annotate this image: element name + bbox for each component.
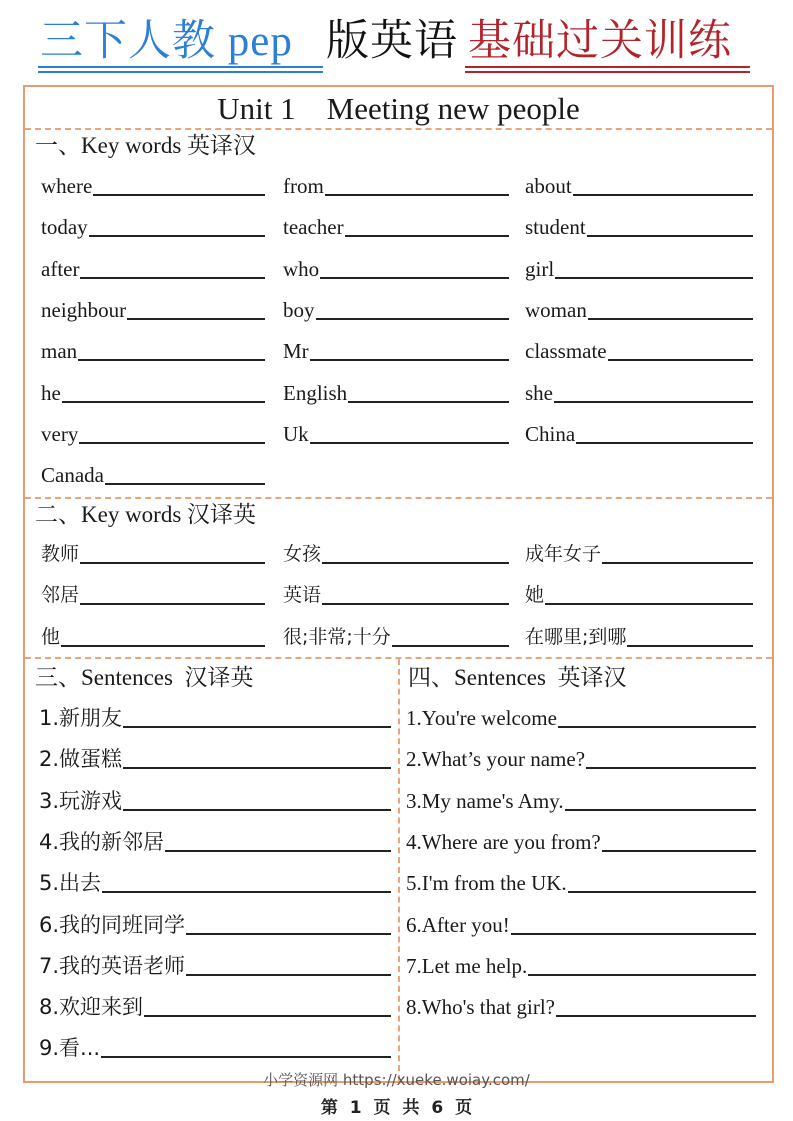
- word-label: after: [41, 256, 80, 281]
- word-label: 很;非常;十分: [283, 625, 391, 648]
- answer-blank[interactable]: [61, 645, 265, 647]
- sentence-item: [406, 990, 756, 1020]
- word-label: 他: [41, 625, 61, 648]
- word-item: [525, 210, 753, 240]
- answer-blank[interactable]: [345, 235, 509, 237]
- word-label: about: [525, 174, 572, 198]
- sentence-label: 5.I'm from the UK.: [406, 871, 567, 896]
- answer-blank[interactable]: [555, 277, 753, 279]
- word-item: [283, 334, 509, 364]
- blue-underline-2: [38, 71, 323, 73]
- answer-blank[interactable]: [101, 1056, 391, 1058]
- word-item: [525, 376, 753, 406]
- page-header: [0, 10, 793, 78]
- section1-title: 一、Key words 英译汉: [35, 133, 257, 158]
- sentence-item: [406, 949, 756, 979]
- answer-blank[interactable]: [80, 603, 265, 605]
- blue-underline: [38, 66, 323, 68]
- answer-blank[interactable]: [320, 277, 509, 279]
- answer-blank[interactable]: [79, 442, 265, 444]
- word-item: [525, 417, 753, 447]
- red-underline: [465, 66, 750, 68]
- sentence-item: [39, 784, 391, 814]
- word-item: [525, 620, 753, 650]
- answer-blank[interactable]: [392, 645, 509, 647]
- word-label: 她: [525, 584, 545, 607]
- word-item: [41, 620, 265, 650]
- answer-blank[interactable]: [165, 850, 391, 852]
- word-item: [283, 293, 509, 323]
- sentence-label: 5.出去: [39, 871, 102, 896]
- answer-blank[interactable]: [325, 194, 509, 196]
- answer-blank[interactable]: [322, 603, 509, 605]
- sentence-label: 6.After you!: [406, 912, 510, 937]
- sentence-item: [39, 949, 391, 979]
- answer-blank[interactable]: [89, 235, 265, 237]
- word-label: 女孩: [283, 543, 322, 565]
- word-label: where: [41, 174, 93, 198]
- sentence-label: 1.You're welcome: [406, 706, 557, 730]
- answer-blank[interactable]: [602, 850, 756, 852]
- unit-title: Unit 1 Meeting new people: [217, 91, 580, 126]
- word-label: 在哪里;到哪: [525, 625, 627, 648]
- sentence-label: 1.新朋友: [39, 706, 123, 730]
- answer-blank[interactable]: [576, 442, 753, 444]
- word-item: [525, 169, 753, 199]
- word-label: 英语: [283, 584, 322, 607]
- word-item: [283, 620, 509, 650]
- header-title-red: 基础过关训练: [468, 18, 732, 65]
- word-item: [283, 210, 509, 240]
- answer-blank[interactable]: [310, 359, 509, 361]
- word-label: neighbour: [41, 297, 127, 322]
- sentence-item: [406, 701, 756, 731]
- sentence-item: [39, 990, 391, 1020]
- word-item: [41, 376, 265, 406]
- divider: [25, 497, 772, 499]
- sentence-label: 3.My name's Amy.: [406, 788, 564, 813]
- word-label: teacher: [283, 215, 344, 240]
- word-label: Canada: [41, 463, 104, 488]
- answer-blank[interactable]: [144, 1015, 391, 1017]
- column-divider: [398, 659, 400, 1081]
- answer-blank[interactable]: [545, 603, 753, 605]
- sentence-item: [39, 908, 391, 938]
- word-item: [525, 252, 753, 282]
- sentence-item: [406, 908, 756, 938]
- section4-title: 四、Sentences 英译汉: [408, 665, 627, 690]
- answer-blank[interactable]: [568, 891, 756, 893]
- word-item: [41, 293, 265, 323]
- word-item: [283, 376, 509, 406]
- sentence-item: [39, 825, 391, 855]
- word-item: [525, 334, 753, 364]
- word-label: 邻居: [41, 584, 80, 607]
- answer-blank[interactable]: [586, 767, 756, 769]
- word-item: [41, 334, 265, 364]
- header-title-black: 版英语: [326, 18, 458, 65]
- answer-blank[interactable]: [102, 891, 391, 893]
- answer-blank[interactable]: [608, 359, 753, 361]
- word-item: [41, 417, 265, 447]
- answer-blank[interactable]: [602, 562, 753, 564]
- answer-blank[interactable]: [573, 194, 753, 196]
- answer-blank[interactable]: [627, 645, 753, 647]
- answer-blank[interactable]: [565, 809, 756, 811]
- page-number: 第 1 页 共 6 页: [320, 1098, 473, 1118]
- word-label: 教师: [41, 543, 80, 565]
- answer-blank[interactable]: [80, 562, 265, 564]
- answer-blank[interactable]: [78, 359, 265, 361]
- sentence-item: [39, 742, 391, 772]
- sentence-label: 7.Let me help.: [406, 953, 528, 978]
- answer-blank[interactable]: [558, 726, 756, 728]
- sentence-label: 4.Where are you from?: [406, 829, 601, 854]
- answer-blank[interactable]: [556, 1015, 756, 1017]
- sentence-item: [39, 701, 391, 731]
- word-label: she: [525, 380, 553, 405]
- word-label: he: [41, 380, 61, 405]
- word-label: who: [283, 256, 320, 281]
- answer-blank[interactable]: [186, 933, 391, 935]
- answer-blank[interactable]: [62, 401, 265, 403]
- answer-blank[interactable]: [310, 442, 509, 444]
- word-item: [41, 252, 265, 282]
- sentence-item: [406, 742, 756, 772]
- word-label: from: [283, 174, 324, 198]
- word-label: 成年女子: [525, 543, 602, 565]
- word-item: [283, 578, 509, 608]
- answer-blank[interactable]: [127, 318, 265, 320]
- sentence-item: [406, 784, 756, 814]
- word-item: [525, 578, 753, 608]
- word-item: [525, 293, 753, 323]
- sentence-label: 9.看...: [39, 1036, 101, 1061]
- answer-blank[interactable]: [123, 726, 391, 728]
- word-item: [41, 210, 265, 240]
- word-label: Mr: [283, 339, 309, 364]
- answer-blank[interactable]: [316, 318, 510, 320]
- word-item: [283, 417, 509, 447]
- answer-blank[interactable]: [322, 562, 509, 564]
- word-label: Uk: [283, 421, 309, 446]
- worksheet: [23, 85, 774, 1083]
- word-item: [283, 537, 509, 567]
- red-underline-2: [465, 71, 750, 73]
- answer-blank[interactable]: [588, 318, 753, 320]
- section2-title: 二、Key words 汉译英: [35, 502, 257, 527]
- word-label: boy: [283, 297, 315, 322]
- sentence-label: 2.做蛋糕: [39, 747, 123, 772]
- sentence-label: 8.Who's that girl?: [406, 995, 555, 1020]
- sentence-item: [406, 825, 756, 855]
- answer-blank[interactable]: [348, 401, 509, 403]
- word-label: classmate: [525, 339, 607, 364]
- word-item: [283, 252, 509, 282]
- word-item: [41, 537, 265, 567]
- divider: [25, 128, 772, 130]
- answer-blank[interactable]: [528, 974, 756, 976]
- sentence-item: [406, 866, 756, 896]
- answer-blank[interactable]: [186, 974, 391, 976]
- word-item: [41, 458, 265, 488]
- answer-blank[interactable]: [105, 483, 265, 485]
- sentence-label: 8.欢迎来到: [39, 995, 144, 1020]
- sentence-item: [39, 1031, 391, 1061]
- word-label: China: [525, 421, 576, 446]
- sentence-label: 3.玩游戏: [39, 788, 123, 813]
- word-label: man: [41, 339, 78, 364]
- sentence-item: [39, 866, 391, 896]
- word-item: [525, 537, 753, 567]
- header-title-blue: 三下人教 pep: [40, 18, 293, 65]
- word-item: [41, 169, 265, 199]
- word-label: girl: [525, 256, 555, 281]
- word-item: [41, 578, 265, 608]
- answer-blank[interactable]: [93, 194, 265, 196]
- sentence-label: 7.我的英语老师: [39, 953, 186, 978]
- answer-blank[interactable]: [123, 809, 391, 811]
- answer-blank[interactable]: [80, 277, 265, 279]
- sentence-label: 6.我的同班同学: [39, 912, 186, 937]
- word-label: woman: [525, 297, 587, 322]
- watermark: 小学资源网 https://xueke.woiay.com/: [263, 1071, 530, 1089]
- answer-blank[interactable]: [123, 767, 391, 769]
- answer-blank[interactable]: [554, 401, 753, 403]
- word-label: very: [41, 421, 79, 446]
- answer-blank[interactable]: [587, 235, 753, 237]
- word-label: student: [525, 215, 586, 240]
- section3-title: 三、Sentences 汉译英: [35, 665, 254, 690]
- answer-blank[interactable]: [511, 933, 756, 935]
- word-item: [283, 169, 509, 199]
- word-label: today: [41, 215, 88, 240]
- word-label: English: [283, 380, 348, 405]
- sentence-label: 2.What’s your name?: [406, 747, 586, 772]
- sentence-label: 4.我的新邻居: [39, 829, 165, 854]
